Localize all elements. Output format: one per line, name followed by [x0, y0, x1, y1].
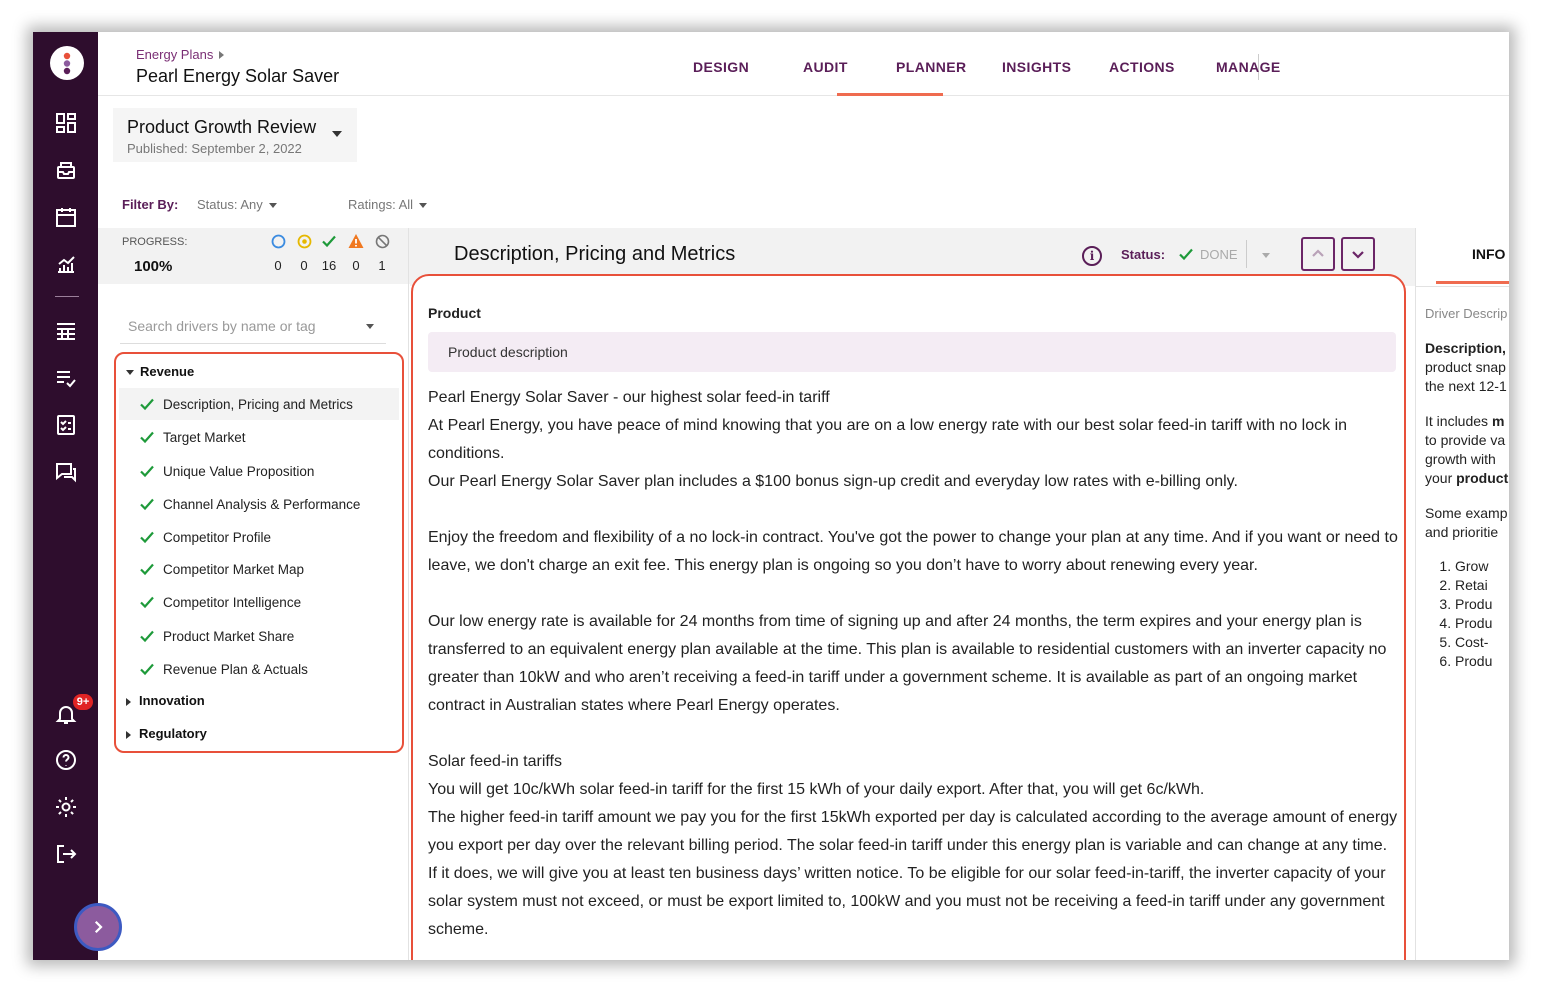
done-count: 16 — [321, 258, 337, 273]
info-paragraph: Some examp and prioritie — [1425, 505, 1508, 540]
progress-percent: 100% — [134, 258, 173, 275]
in-progress-icon — [295, 232, 313, 250]
paragraph-line: Pearl Energy Solar Saver - our highest solar feed-in tariff — [428, 389, 830, 406]
check-icon — [1178, 246, 1194, 262]
help-icon[interactable] — [51, 745, 81, 775]
app-window — [33, 32, 1509, 960]
tree-item-label: Competitor Intelligence — [163, 594, 302, 610]
chevron-down-icon — [332, 131, 342, 137]
list-item: 4. Produ — [1455, 614, 1509, 633]
blocked-icon — [373, 232, 391, 250]
warning-icon — [347, 232, 365, 250]
tasks-icon[interactable] — [51, 410, 81, 440]
chevron-up-icon — [1310, 246, 1326, 262]
chevron-down-icon — [269, 203, 277, 208]
logout-icon[interactable] — [51, 839, 81, 869]
tree-item-revenue-plan[interactable] — [119, 653, 399, 685]
group-label: Revenue — [140, 364, 195, 379]
tree-item-label: Revenue Plan & Actuals — [163, 661, 308, 677]
status-value: DONE — [1200, 246, 1238, 262]
breadcrumb-parent[interactable]: Energy Plans — [136, 47, 214, 62]
warning-count: 0 — [352, 258, 360, 273]
driver-search-input[interactable] — [120, 310, 386, 344]
tab-manage[interactable]: MANAGE — [1216, 59, 1281, 75]
next-driver-button[interactable] — [1341, 237, 1375, 271]
tab-actions[interactable]: ACTIONS — [1109, 59, 1175, 75]
list-item: 5. Cost- — [1455, 633, 1509, 652]
top-header — [98, 32, 1509, 96]
chevron-down-icon — [1350, 246, 1366, 262]
breadcrumb[interactable] — [136, 47, 224, 62]
section-header: Product description — [428, 332, 1396, 372]
paragraph-line: At Pearl Energy, you have peace of mind knowing that you are on a low energy rate with our best solar feed-in tariff with no lock in conditions. — [428, 417, 1348, 462]
search-placeholder: Search drivers by name or tag — [128, 318, 316, 334]
driver-tree — [114, 352, 404, 753]
paragraph-line: You will get 10c/kWh solar feed-in tariff for the first 15 kWh of your daily export. After that, you will get 6c/kWh. — [428, 781, 1205, 798]
check-icon — [139, 561, 155, 577]
paragraph-line: Enjoy the freedom and flexibility of a no lock-in contract. You've got the power to change your plan at any time. And if you want or need to leave, we don't charge an exit fee. This energy plan is ongoing so you don’t have to worry about renewing every year. — [428, 529, 1398, 574]
progress-summary — [98, 228, 410, 284]
tree-item-label: Unique Value Proposition — [163, 463, 315, 479]
caret-down-icon — [126, 370, 134, 375]
list-item: 3. Produ — [1455, 595, 1509, 614]
tree-item-description-pricing[interactable] — [119, 388, 399, 420]
rail-divider — [55, 296, 79, 297]
tab-planner[interactable]: PLANNER — [896, 59, 967, 75]
filter-label: Filter By: — [122, 197, 179, 212]
tab-audit[interactable]: AUDIT — [803, 59, 848, 75]
tab-info[interactable]: INFO — [1472, 246, 1506, 262]
chevron-down-icon[interactable] — [366, 324, 374, 329]
expand-sidebar-button[interactable] — [74, 903, 122, 951]
blocked-count: 1 — [378, 258, 386, 273]
status-divider — [1246, 240, 1247, 268]
ratings-filter-value: Ratings: All — [348, 197, 414, 212]
nav-rail — [33, 32, 98, 960]
previous-driver-button[interactable] — [1301, 237, 1335, 271]
dashboard-icon[interactable] — [51, 108, 81, 138]
driver-title: Description, Pricing and Metrics — [454, 243, 736, 265]
tab-insights[interactable]: INSIGHTS — [1002, 59, 1072, 75]
tree-item-unique-value-proposition[interactable] — [119, 455, 399, 487]
tree-item-label: Competitor Market Map — [163, 561, 305, 577]
group-label: Innovation — [139, 693, 205, 708]
info-panel — [1425, 304, 1509, 671]
status-filter-value: Status: Any — [197, 197, 263, 212]
tab-design[interactable]: DESIGN — [693, 59, 750, 75]
check-icon — [139, 594, 155, 610]
check-icon — [139, 463, 155, 479]
tree-item-competitor-market-map[interactable] — [119, 553, 399, 585]
group-regulatory[interactable] — [126, 726, 207, 741]
table-icon[interactable] — [51, 316, 81, 346]
paragraph-line: The higher feed-in tariff amount we pay you for the first 15kWh exported per day is calculated according to the average amount of energy you export per day over the relevant billing period. The solar feed-in tariff under this energy plan is variable and can change at any time. If it does, we will give you at least ten business days’ written notice. To be eligible for our solar feed-in-tariff, the inverter capacity of your solar system must not exceed, or must be export limited to, 100kW and you must not be receiving a feed-in tariff under any government scheme. — [428, 809, 1398, 938]
logo[interactable] — [50, 46, 84, 80]
chat-icon[interactable] — [51, 457, 81, 487]
paragraph-gap — [428, 720, 1398, 748]
info-list — [1425, 557, 1509, 671]
tree-item-competitor-intelligence[interactable] — [119, 586, 399, 618]
check-icon — [139, 429, 155, 445]
group-innovation[interactable] — [126, 693, 205, 708]
list-item: 6. Produ — [1455, 652, 1509, 671]
checklist-icon[interactable] — [51, 363, 81, 393]
status-filter[interactable] — [197, 197, 277, 212]
tree-item-product-market-share[interactable] — [119, 620, 399, 652]
driver-content — [411, 274, 1406, 960]
chart-icon[interactable] — [51, 249, 81, 279]
check-icon — [139, 628, 155, 644]
page-title: Pearl Energy Solar Saver — [136, 66, 340, 86]
status-dropdown[interactable] — [1178, 246, 1238, 262]
info-icon[interactable]: i — [1082, 246, 1102, 266]
notification-badge: 9+ — [71, 692, 95, 712]
review-published-date: Published: September 2, 2022 — [127, 141, 302, 156]
tree-item-channel-analysis[interactable] — [119, 488, 399, 520]
group-revenue[interactable] — [126, 364, 194, 379]
check-icon — [139, 529, 155, 545]
tree-item-label: Channel Analysis & Performance — [163, 496, 361, 512]
in-progress-count: 0 — [300, 258, 308, 273]
chevron-down-icon — [419, 203, 427, 208]
chevron-down-icon[interactable] — [1262, 253, 1270, 258]
info-heading: Driver Descrip — [1425, 306, 1508, 321]
done-check-icon — [320, 232, 338, 250]
caret-right-icon — [126, 731, 131, 739]
panel-divider — [1415, 228, 1416, 960]
review-title: Product Growth Review — [127, 117, 317, 137]
tab-underline — [1416, 286, 1509, 287]
panel-divider — [408, 228, 409, 960]
paragraph-line: Solar feed-in tariffs — [428, 753, 562, 770]
tree-item-label: Target Market — [163, 429, 246, 445]
check-icon — [139, 496, 155, 512]
review-selector[interactable] — [113, 108, 357, 162]
paragraph-gap — [428, 580, 1398, 608]
inbox-icon[interactable] — [51, 155, 81, 185]
check-icon — [139, 396, 155, 412]
tree-item-label: Product Market Share — [163, 628, 295, 644]
list-item: 2. Retai — [1455, 576, 1509, 595]
progress-label: PROGRESS: — [122, 236, 188, 248]
info-paragraph: Description, product snap the next 12-1 — [1425, 340, 1507, 394]
caret-right-icon — [126, 698, 131, 706]
tree-item-label: Competitor Profile — [163, 529, 272, 545]
tree-item-competitor-profile[interactable] — [119, 521, 399, 553]
list-item: 1. Grow — [1455, 557, 1509, 576]
breadcrumb-arrow-icon — [219, 51, 224, 59]
group-label: Regulatory — [139, 726, 207, 741]
active-tab-indicator — [837, 93, 943, 96]
section-label: Product — [428, 305, 481, 321]
info-paragraph: It includes m to provide va growth with your product — [1425, 413, 1509, 486]
paragraph-line: Our Pearl Energy Solar Saver plan includes a $100 bonus sign-up credit and everyday low rates with e-billing only. — [428, 473, 1238, 490]
not-started-icon — [269, 232, 287, 250]
status-label: Status: — [1121, 247, 1166, 262]
active-tab-indicator — [1436, 281, 1509, 284]
check-icon — [139, 661, 155, 677]
ratings-filter[interactable] — [348, 197, 427, 212]
tree-item-target-market[interactable] — [119, 421, 399, 453]
gear-icon[interactable] — [51, 792, 81, 822]
paragraph-gap — [428, 496, 1398, 524]
calendar-icon[interactable] — [51, 202, 81, 232]
not-started-count: 0 — [274, 258, 282, 273]
description-text[interactable] — [428, 384, 1398, 944]
paragraph-line: Our low energy rate is available for 24 months from time of signing up and after 24 months, the term expires and your energy plan is transferred to an equivalent energy plan available at the time. This plan is available to residential customers with an inverter capacity no greater than 10kW and who aren’t receiving a feed-in tariff under a government scheme. It is available as part of an ongoing market contract in Australian states where Pearl Energy operates. — [428, 613, 1387, 714]
tree-item-label: Description, Pricing and Metrics — [163, 396, 353, 412]
